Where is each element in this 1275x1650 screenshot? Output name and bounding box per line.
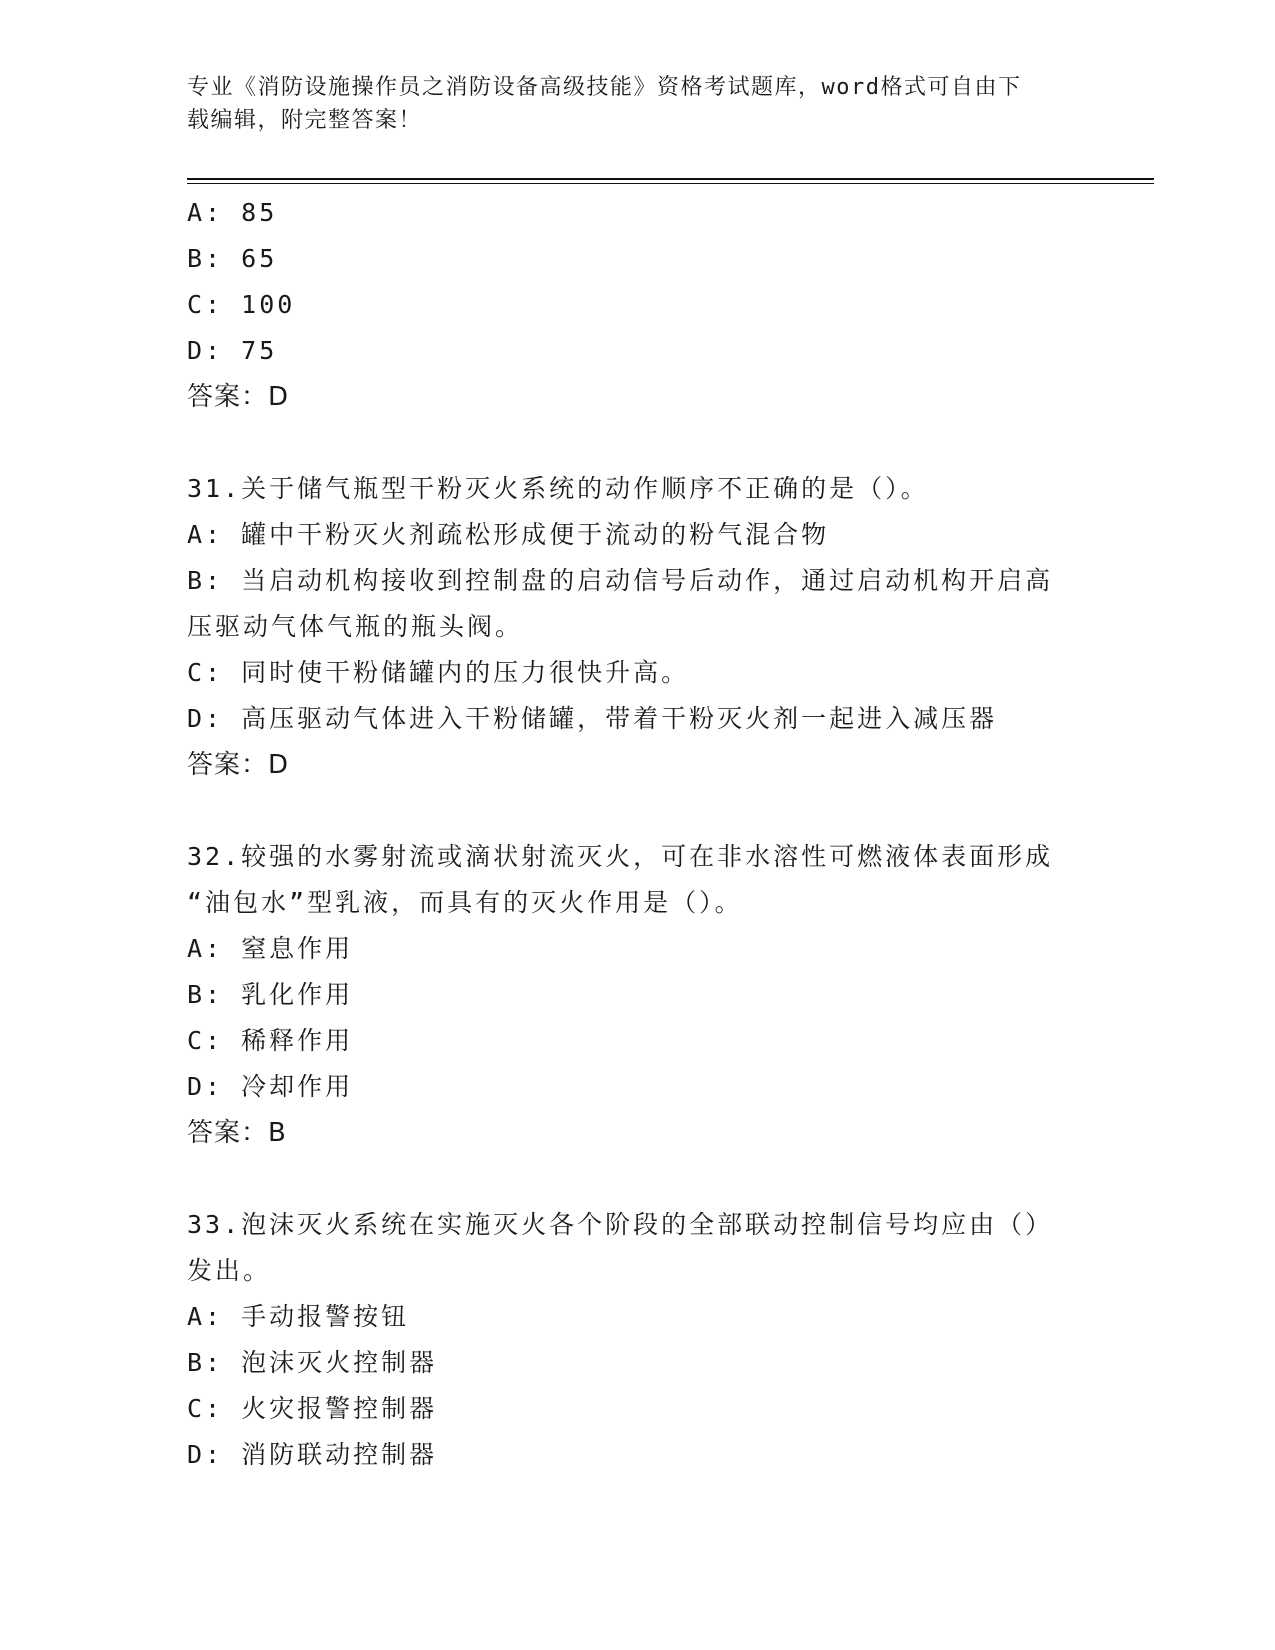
option-c: C: 100 xyxy=(187,290,296,319)
question-31-stem: 31.关于储气瓶型干粉灭火系统的动作顺序不正确的是（）。 xyxy=(187,474,929,503)
option-a: A: 手动报警按钮 xyxy=(187,1302,410,1331)
question-32-stem-continued: “油包水”型乳液，而具有的灭火作用是（）。 xyxy=(187,888,743,917)
question-list xyxy=(187,190,1087,1478)
header-rule-thick xyxy=(187,178,1154,180)
option-b: B: 65 xyxy=(187,244,278,273)
question-32-stem: 32.较强的水雾射流或滴状射流灭火，可在非水溶性可燃液体表面形成 xyxy=(187,842,1054,871)
option-b: B: 乳化作用 xyxy=(187,980,354,1009)
question-33-stem-continued: 发出。 xyxy=(187,1256,272,1285)
header-rule-thin xyxy=(187,183,1154,184)
option-a: A: 罐中干粉灭火剂疏松形成便于流动的粉气混合物 xyxy=(187,520,830,549)
answer-line: 答案：B xyxy=(187,1118,287,1148)
header-line-2: 载编辑，附完整答案！ xyxy=(187,108,423,133)
document-header xyxy=(187,71,1067,137)
option-c: C: 同时使干粉储罐内的压力很快升高。 xyxy=(187,658,690,687)
option-c: C: 稀释作用 xyxy=(187,1026,354,1055)
option-a: A: 窒息作用 xyxy=(187,934,354,963)
option-d: D: 高压驱动气体进入干粉储罐，带着干粉灭火剂一起进入减压器 xyxy=(187,704,998,733)
option-b-continued: 压驱动气体气瓶的瓶头阀。 xyxy=(187,612,524,641)
question-33-stem: 33.泡沫灭火系统在实施灭火各个阶段的全部联动控制信号均应由（） xyxy=(187,1210,1054,1239)
option-d: D: 75 xyxy=(187,336,278,365)
header-line-1: 专业《消防设施操作员之消防设备高级技能》资格考试题库，word格式可自由下 xyxy=(187,75,1022,100)
option-c: C: 火灾报警控制器 xyxy=(187,1394,438,1423)
answer-line: 答案：D xyxy=(187,382,290,412)
option-d: D: 消防联动控制器 xyxy=(187,1440,438,1469)
option-a: A: 85 xyxy=(187,198,278,227)
option-d: D: 冷却作用 xyxy=(187,1072,354,1101)
option-b: B: 泡沫灭火控制器 xyxy=(187,1348,438,1377)
option-b: B: 当启动机构接收到控制盘的启动信号后动作，通过启动机构开启高 xyxy=(187,566,1054,595)
answer-line: 答案：D xyxy=(187,750,290,780)
